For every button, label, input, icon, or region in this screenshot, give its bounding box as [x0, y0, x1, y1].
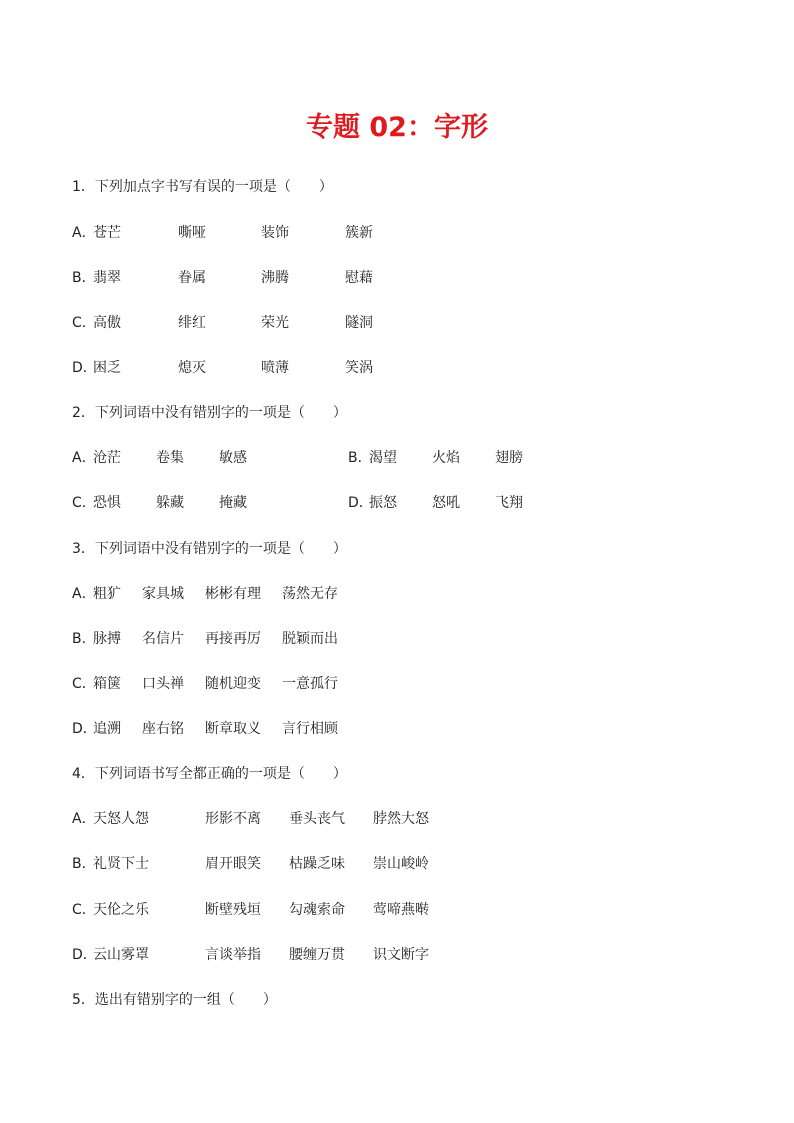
option-word: 箱箧	[93, 676, 121, 692]
question-2-stem: 2．下列词语中没有错别字的一项是（ ）	[72, 405, 347, 421]
option-word: 笑涡	[345, 360, 373, 376]
option-word: 卷集	[156, 450, 184, 466]
option-word: 翅膀	[495, 450, 523, 466]
option-word: 名信片	[142, 631, 184, 647]
option-word: 腰缠万贯	[289, 947, 345, 963]
option-word: 勾魂索命	[289, 902, 345, 918]
option-word: 言行相顾	[282, 721, 338, 737]
option-word: 敏感	[219, 450, 247, 466]
option-word: 脉搏	[93, 631, 121, 647]
option-word: 恐惧	[93, 495, 121, 511]
option-label: C．	[72, 902, 96, 918]
option-word: 振怒	[369, 495, 397, 511]
option-word: 言谈举指	[205, 947, 261, 963]
option-word: 追溯	[93, 721, 121, 737]
question-5-stem: 5．选出有错别字的一组（ ）	[72, 992, 277, 1008]
option-word: 断章取义	[205, 721, 261, 737]
option-word: 嘶哑	[178, 225, 206, 241]
option-word: 火焰	[432, 450, 460, 466]
option-word: 垂头丧气	[289, 811, 345, 827]
option-word: 怒吼	[432, 495, 460, 511]
option-word: 熄灭	[178, 360, 206, 376]
option-word: 装饰	[261, 225, 289, 241]
option-word: 渴望	[369, 450, 397, 466]
option-word: 隧洞	[345, 315, 373, 331]
option-label: D．	[72, 947, 97, 963]
question-4-stem: 4．下列词语书写全都正确的一项是（ ）	[72, 766, 347, 782]
option-word: 翡翠	[93, 270, 121, 286]
option-word: 沸腾	[261, 270, 289, 286]
option-word: 一意孤行	[282, 676, 338, 692]
option-word: 礼贤下士	[93, 856, 149, 872]
option-label: C．	[72, 315, 96, 331]
option-word: 绯红	[178, 315, 206, 331]
option-word: 躲藏	[156, 495, 184, 511]
option-word: 家具城	[142, 586, 184, 602]
question-3-stem: 3．下列词语中没有错别字的一项是（ ）	[72, 541, 347, 557]
option-label: D．	[348, 495, 373, 511]
option-word: 识文断字	[373, 947, 429, 963]
option-word: 眉开眼笑	[205, 856, 261, 872]
option-word: 高傲	[93, 315, 121, 331]
option-word: 再接再厉	[205, 631, 261, 647]
option-label: A．	[72, 586, 96, 602]
question-1-stem: 1．下列加点字书写有误的一项是（ ）	[72, 179, 333, 195]
option-word: 荣光	[261, 315, 289, 331]
option-label: C．	[72, 495, 96, 511]
option-word: 彬彬有理	[205, 586, 261, 602]
option-label: B．	[348, 450, 372, 466]
option-word: 云山雾罩	[93, 947, 149, 963]
option-label: A．	[72, 450, 96, 466]
option-label: A．	[72, 225, 96, 241]
option-label: B．	[72, 856, 96, 872]
option-word: 飞翔	[495, 495, 523, 511]
option-word: 苍芒	[93, 225, 121, 241]
option-label: B．	[72, 631, 96, 647]
option-word: 慰藉	[345, 270, 373, 286]
page-title: 专题 02：字形	[306, 112, 488, 143]
option-label: C．	[72, 676, 96, 692]
option-word: 粗犷	[93, 586, 121, 602]
option-word: 随机迎变	[205, 676, 261, 692]
option-label: D．	[72, 721, 97, 737]
option-word: 脱颖而出	[282, 631, 338, 647]
option-word: 枯躁乏味	[289, 856, 345, 872]
option-word: 荡然无存	[282, 586, 338, 602]
option-word: 莺啼燕啭	[373, 902, 429, 918]
option-label: B．	[72, 270, 96, 286]
option-word: 簇新	[345, 225, 373, 241]
option-word: 座右铭	[142, 721, 184, 737]
option-label: D．	[72, 360, 97, 376]
option-word: 天伦之乐	[93, 902, 149, 918]
option-word: 眷属	[178, 270, 206, 286]
option-word: 掩藏	[219, 495, 247, 511]
option-word: 困乏	[93, 360, 121, 376]
option-word: 喷薄	[261, 360, 289, 376]
option-word: 口头禅	[142, 676, 184, 692]
option-label: A．	[72, 811, 96, 827]
option-word: 断壁残垣	[205, 902, 261, 918]
option-word: 沧茫	[93, 450, 121, 466]
option-word: 脖然大怒	[373, 811, 429, 827]
option-word: 天怒人怨	[93, 811, 149, 827]
option-word: 形影不离	[205, 811, 261, 827]
option-word: 崇山峻岭	[373, 856, 429, 872]
